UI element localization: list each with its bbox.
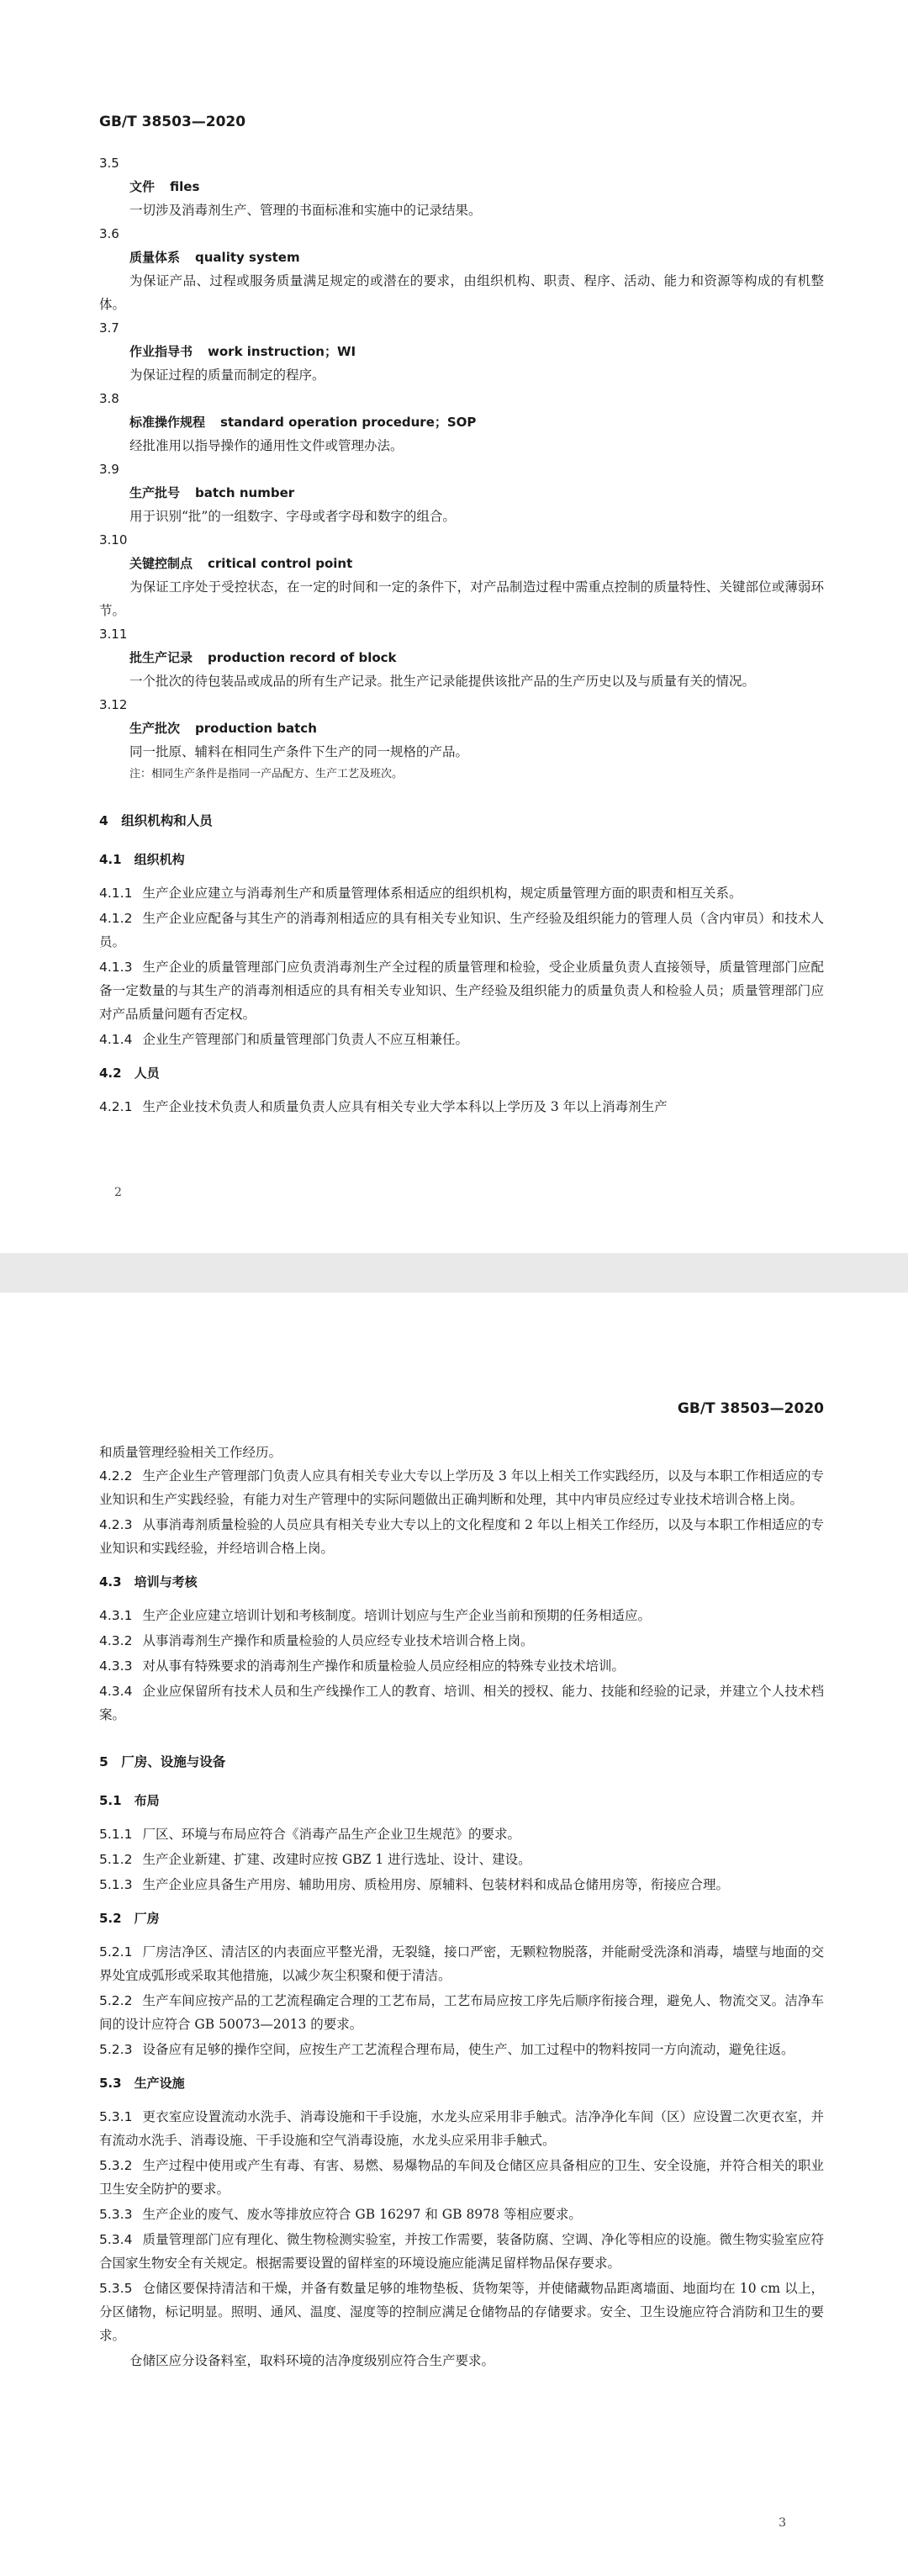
term-definition: 为保证工序处于受控状态，在一定的时间和一定的条件下，对产品制造过程中需重点控制的质量特性、关键部位或薄弱环节。: [99, 579, 824, 618]
clause-number: 4.1.4: [99, 1032, 133, 1047]
clause-text: 生产企业的质量管理部门应负责消毒剂生产全过程的质量管理和检验，受企业质量负责人直接领导，质量管理部门应配备一定数量的与其生产的消毒剂相适应的具有相关专业知识、生产经验及组织能力的质量负责人和检验人员；质量管理部门应对产品质量问题有否定权。: [99, 960, 824, 1022]
clause-number: 5.2.1: [99, 1944, 133, 1960]
section-heading: 5.1 布局: [99, 1793, 160, 1808]
clause-text: 企业应保留所有技术人员和生产线操作工人的教育、培训、相关的授权、能力、技能和经验的记录，并建立个人技术档案。: [99, 1684, 824, 1722]
term-english: production batch: [195, 721, 317, 736]
clause-number: 5.3.3: [99, 2207, 133, 2222]
clause: [99, 2154, 824, 2201]
term-title: [99, 552, 824, 575]
term-chinese: 标准操作规程: [129, 415, 206, 430]
clause: [99, 2038, 824, 2061]
clause-number: 5.3.4: [99, 2232, 133, 2247]
clause-number: 4.1.3: [99, 960, 133, 975]
clause-text: 生产企业应建立培训计划和考核制度。培训计划应与生产企业当前和预期的任务相适应。: [142, 1608, 651, 1623]
section-heading: 4.1 组织机构: [99, 852, 185, 867]
clause-text: 设备应有足够的操作空间，应按生产工艺流程合理布局，使生产、加工过程中的物料按同一方向流动，避免往返。: [142, 2042, 794, 2057]
term-number: 3.6: [99, 226, 119, 241]
clause-text: 生产过程中使用或产生有毒、有害、易燃、易爆物品的车间及仓储区应具备相应的卫生、安全设施，并符合相关的职业卫生安全防护的要求。: [99, 2158, 824, 2197]
terms-list: [99, 151, 824, 764]
clause-text: 生产车间应按产品的工艺流程确定合理的工艺布局，工艺布局应按工序先后顺序衔接合理，避免人、物流交叉。洁净车间的设计应符合 GB 50073—2013 的要求。: [99, 1993, 824, 2032]
clause-number: 5.1.3: [99, 1877, 133, 1892]
term-definition: 经批准用以指导操作的通用性文件或管理办法。: [129, 438, 404, 453]
clause-text: 对从事有特殊要求的消毒剂生产操作和质量检验人员应经相应的特殊专业技术培训。: [142, 1658, 625, 1674]
clause-text: 厂区、环境与布局应符合《消毒产品生产企业卫生规范》的要求。: [142, 1827, 520, 1842]
chapter-heading: 5 厂房、设施与设备: [99, 1754, 226, 1769]
clause-number: 4.2.3: [99, 1517, 133, 1532]
clause: [99, 2203, 824, 2226]
page-body: [99, 151, 824, 1120]
page-header: GB/T 38503—2020: [677, 1400, 824, 1417]
term-definition: 一切涉及消毒剂生产、管理的书面标准和实施中的记录结果。: [129, 203, 482, 218]
page-body: [99, 1441, 824, 2372]
clause-text: 生产企业的废气、废水等排放应符合 GB 16297 和 GB 8978 等相应要求。: [142, 2207, 582, 2222]
clause-number: 4.3.2: [99, 1633, 133, 1648]
page-number: 3: [779, 2516, 786, 2530]
term-number: 3.12: [99, 697, 128, 712]
clause-text: 仓储区要保持清洁和干燥，并备有数量足够的堆物垫板、货物架等，并使储藏物品距离墙面、地面均在 10 cm 以上，分区储物，标记明显。照明、通风、温度、湿度等的控制应满足仓储物品的存储要求。安全、卫生设施应符合消防和卫生的要求。: [99, 2281, 824, 2343]
clause: [99, 1604, 824, 1627]
clause-list: [99, 1940, 824, 2061]
term-chinese: 关键控制点: [129, 556, 193, 571]
clause-list: [99, 1604, 824, 1727]
clause: [99, 1095, 824, 1119]
clause-number: 4.2.2: [99, 1468, 133, 1484]
clause: [99, 907, 824, 954]
term-chinese: 批生产记录: [129, 650, 193, 665]
term-english: production record of block: [208, 650, 397, 665]
clause: [99, 1873, 824, 1896]
clause-number: 4.1.2: [99, 911, 133, 926]
clause-number: 4.3.1: [99, 1608, 133, 1623]
clause: [99, 2228, 824, 2275]
clause: [99, 955, 824, 1026]
continuation-text: 和质量管理经验相关工作经历。: [99, 1445, 282, 1460]
clause: [99, 1848, 824, 1871]
clause-number: 5.2.2: [99, 1993, 133, 2008]
clause: [99, 1513, 824, 1560]
section-heading: 4.3 培训与考核: [99, 1574, 198, 1590]
term-chinese: 质量体系: [129, 250, 181, 265]
term-definition: 为保证过程的质量而制定的程序。: [129, 368, 325, 383]
section-heading: 5.2 厂房: [99, 1911, 160, 1926]
term-english: work instruction；WI: [208, 344, 356, 359]
term-title: [99, 340, 824, 363]
chapter-heading: 4 组织机构和人员: [99, 813, 213, 828]
clause-text: 生产企业应建立与消毒剂生产和质量管理体系相适应的组织机构，规定质量管理方面的职责和相互关系。: [142, 886, 742, 901]
term-english: standard operation procedure；SOP: [220, 415, 477, 430]
term-title: [99, 646, 824, 669]
clause: [99, 1822, 824, 1846]
term-chinese: 生产批次: [129, 721, 181, 736]
term-chinese: 作业指导书: [129, 344, 193, 359]
term-english: batch number: [195, 485, 295, 500]
term-number: 3.8: [99, 391, 119, 406]
clause-number: 5.3.1: [99, 2109, 133, 2124]
term-chinese: 文件: [129, 179, 156, 194]
term-definition: 为保证产品、过程或服务质量满足规定的或潜在的要求，由组织机构、职责、程序、活动、能力和资源等构成的有机整体。: [99, 273, 824, 312]
clause-text: 从事消毒剂质量检验的人员应具有相关专业大专以上的文化程度和 2 年以上相关工作经历，以及与本职工作相适应的专业知识和实践经验，并经培训合格上岗。: [99, 1517, 824, 1556]
clause-list: [99, 1464, 824, 1560]
clause: [99, 1679, 824, 1727]
document-page-2: [0, 0, 908, 1253]
clause-list: [99, 1822, 824, 1896]
term-english: files: [170, 179, 200, 194]
clause: [99, 1989, 824, 2036]
term-title: [99, 246, 824, 269]
clause: [99, 1629, 824, 1653]
clause-text: 更衣室应设置流动水洗手、消毒设施和干手设施，水龙头应采用非手触式。洁净净化车间（区）应设置二次更衣室，并有流动水洗手、消毒设施、干手设施和空气消毒设施，水龙头应采用非手触式。: [99, 2109, 824, 2148]
term-definition: 一个批次的待包装品或成品的所有生产记录。批生产记录能提供该批产品的生产历史以及与质量有关的情况。: [129, 674, 756, 689]
clause-text: 生产企业技术负责人和质量负责人应具有相关专业大学本科以上学历及 3 年以上消毒剂生产: [142, 1099, 668, 1114]
term-number: 3.11: [99, 627, 128, 642]
clause-number: 4.3.3: [99, 1658, 133, 1674]
clause-number: 5.2.3: [99, 2042, 133, 2057]
clause-number: 5.1.1: [99, 1827, 133, 1842]
term-english: quality system: [195, 250, 300, 265]
term-definition: 同一批原、辅料在相同生产条件下生产的同一规格的产品。: [129, 744, 469, 759]
term-definition: 用于识别“批”的一组数字、字母或者字母和数字的组合。: [129, 509, 456, 524]
clause-number: 5.1.2: [99, 1852, 133, 1867]
clause-text: 生产企业新建、扩建、改建时应按 GBZ 1 进行选址、设计、建设。: [142, 1852, 531, 1867]
clause-number: 4.1.1: [99, 886, 133, 901]
clause-text: 企业生产管理部门和质量管理部门负责人不应互相兼任。: [142, 1032, 468, 1047]
term-number: 3.7: [99, 320, 119, 336]
term-number: 3.10: [99, 532, 128, 547]
term-title: [99, 175, 824, 198]
clause-text: 生产企业应配备与其生产的消毒剂相适应的具有相关专业知识、生产经验及组织能力的管理人员（含内审员）和技术人员。: [99, 911, 824, 949]
clause-text: 从事消毒剂生产操作和质量检验的人员应经专业技术培训合格上岗。: [142, 1633, 534, 1648]
page-number: 2: [114, 1186, 122, 1199]
clause-list: [99, 2105, 824, 2347]
clause-text: 生产企业应具备生产用房、辅助用房、质检用房、原辅料、包装材料和成品仓储用房等，衔接应合理。: [142, 1877, 729, 1892]
clause-number: 4.3.4: [99, 1684, 133, 1699]
term-title: [99, 717, 824, 740]
clause: [99, 881, 824, 905]
clause: [99, 2277, 824, 2347]
clause-text: 厂房洁净区、清洁区的内表面应平整光滑，无裂缝，接口严密，无颗粒物脱落，并能耐受洗涤和消毒，墙壁与地面的交界处宜成弧形或采取其他措施，以减少灰尘积聚和便于清洁。: [99, 1944, 824, 1983]
clause-number: 5.3.2: [99, 2158, 133, 2173]
term-english: critical control point: [208, 556, 353, 571]
clause-text: 质量管理部门应有理化、微生物检测实验室，并按工作需要，装备防腐、空调、净化等相应的设施。微生物实验室应符合国家生物安全有关规定。根据需要设置的留样室的环境设施应能满足留样物品保存要求。: [99, 2232, 824, 2271]
note: 注：相同生产条件是指同一产品配方、生产工艺及班次。: [129, 768, 404, 780]
term-title: [99, 481, 824, 505]
clause-text: 生产企业生产管理部门负责人应具有相关专业大专以上学历及 3 年以上相关工作实践经历，以及与本职工作相适应的专业知识和生产实践经验，有能力对生产管理中的实际问题做出正确判断和处理，其中内审员应经过专业技术培训合格上岗。: [99, 1468, 824, 1507]
clause-number: 4.2.1: [99, 1099, 133, 1114]
term-chinese: 生产批号: [129, 485, 181, 500]
term-number: 3.9: [99, 462, 119, 477]
clause: [99, 1028, 824, 1051]
clause-list: [99, 881, 824, 1051]
term-number: 3.5: [99, 156, 119, 171]
section-heading: 5.3 生产设施: [99, 2076, 185, 2091]
document-page-3: [0, 1293, 908, 2576]
paragraph: 仓储区应分设备料室，取料环境的洁净度级别应符合生产要求。: [129, 2353, 495, 2368]
clause: [99, 1654, 824, 1678]
clause-number: 5.3.5: [99, 2281, 133, 2296]
clause: [99, 2105, 824, 2152]
section-heading: 4.2 人员: [99, 1066, 160, 1081]
term-title: [99, 410, 824, 434]
page-header: GB/T 38503—2020: [99, 114, 246, 130]
clause: [99, 1940, 824, 1987]
clause: [99, 1464, 824, 1511]
